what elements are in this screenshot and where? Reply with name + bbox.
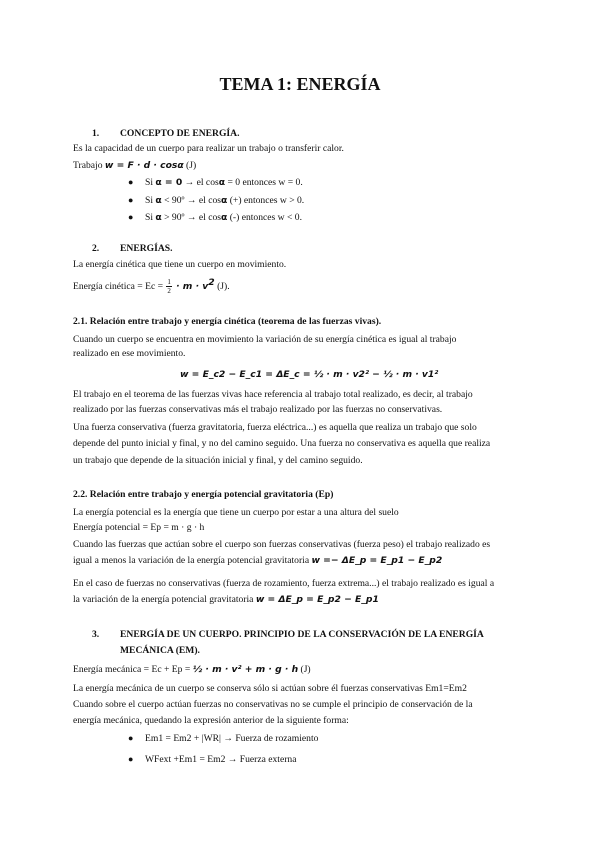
list-item: ● Si α = 0 → el cosα = 0 entonces w = 0. [128,177,303,188]
nonconservative-work-formula: w = ΔE_p = E_p2 − E_p1 [255,594,379,605]
section-1-heading [92,128,240,139]
section-2-title: ENERGÍAS. [120,243,173,254]
bullet-icon: ● [128,754,134,764]
section-1-title: CONCEPTO DE ENERGÍA. [120,128,240,139]
paragraph: Cuando las fuerzas que actúan sobre el cuerpo son fuerzas conservativas (fuerza peso) el trabajo realizado es [73,539,491,550]
kinetic-formula: · m · v [172,281,209,293]
paragraph: La energía mecánica de un cuerpo se conserva sólo si actúan sobre él fuerzas conservativas Em1=Em2 [73,683,467,694]
bullet-icon: ● [128,212,134,222]
external-force-equation: WFext +Em1 = Em2 → Fuerza externa [145,754,297,765]
paragraph: La energía potencial es la energía que tiene un cuerpo por estar a una altura del suelo [73,507,399,518]
paragraph: la variación de la energía potencial gravitatoria w = ΔE_p = E_p2 − E_p1 [73,594,379,605]
energy-definition: Es la capacidad de un cuerpo para realizar un trabajo o transferir calor. [73,143,344,154]
list-item: ● Si α > 90º → el cosα (-) entonces w < 0. [128,212,302,223]
paragraph: depende del punto inicial y final, y no del camino seguido. Una fuerza no conservativa es aquella que realiza [73,438,491,449]
section-3-title-cont: MECÁNICA (EM). [120,645,200,656]
fraction: $\frac{1}{2}$ [167,278,171,296]
section-3-heading [92,629,484,640]
work-energy-theorem-formula: w = E_c2 − E_c1 = ΔE_c = ½ · m · v2² − ½ · m · v1² [180,369,439,380]
paragraph: realizado por las fuerzas conservativas más el trabajo realizado por las fuerzas no conservativas. [73,404,443,415]
paragraph: energía mecánica, quedando la expresión anterior de la siguiente forma: [73,715,349,726]
mechanical-energy-formula: ½ · m · v² + m · g · h [192,664,299,675]
bullet-icon: ● [128,733,134,743]
paragraph: Cuando un cuerpo se encuentra en movimiento la variación de su energía cinética es igual al trabajo [73,334,457,345]
section-2-number: 2. [92,243,100,254]
friction-equation: Em1 = Em2 + |WR| → Fuerza de rozamiento [145,733,319,744]
list-item: ● Si α < 90º → el cosα (+) entonces w > 0. [128,195,305,206]
section-1-number: 1. [92,128,100,139]
paragraph: un trabajo que depende de la situación inicial y final, y del camino seguido. [73,455,363,466]
bullet-icon: ● [128,195,134,205]
kinetic-unit: (J). [214,281,230,293]
work-formula: w = F · d · cosα [104,160,184,171]
kinetic-label: Energía cinética = Ec = [73,281,166,293]
paragraph: El trabajo en el teorema de las fuerzas vivas hace referencia al trabajo total realizado, es decir, al trabajo [73,389,473,400]
list-item [128,733,319,744]
list-item [128,754,297,765]
conservative-work-formula: w =− ΔE_p = E_p1 − E_p2 [311,555,443,566]
section-3-title: ENERGÍA DE UN CUERPO. PRINCIPIO DE LA CONSERVACIÓN DE LA ENERGÍA [120,629,484,640]
section-3-number: 3. [92,629,100,640]
mechanical-energy-line: Energía mecánica = Ec + Ep = ½ · m · v² + m · g · h (J) [73,664,311,675]
kinetic-definition: La energía cinética que tiene un cuerpo en movimiento. [73,259,287,270]
work-label: Trabajo [73,160,103,171]
paragraph: En el caso de fuerzas no conservativas (fuerza de rozamiento, fuerza extrema...) el trabajo realizado es igual a [73,578,495,589]
paragraph: igual a menos la variación de la energía potencial gravitatoria w =− ΔE_p = E_p1 − E_p2 [73,555,443,566]
paragraph: realizado en ese movimiento. [73,348,186,359]
kinetic-formula-line: Energía cinética = Ec = $\frac{1}{2}$ · $m \cdot v^2$ (J). [73,277,230,296]
section-2-1-heading: 2.1. Relación entre trabajo y energía cinética (teorema de las fuerzas vivas). [73,316,382,327]
paragraph: Una fuerza conservativa (fuerza gravitatoria, fuerza eléctrica...) es aquella que realiza un trabajo que solo [73,422,477,433]
section-2-heading [92,243,173,254]
section-2-2-heading: 2.2. Relación entre trabajo y energía potencial gravitatoria (Ep) [73,489,334,500]
potential-formula: Energía potencial = Ep = m · g · h [73,522,205,533]
work-formula-line [73,159,196,172]
page-title: TEMA 1: ENERGÍA [219,74,381,94]
bullet-icon: ● [128,177,134,187]
work-unit: (J) [183,160,197,171]
paragraph: Cuando sobre el cuerpo actúan fuerzas no conservativas no se cumple el principio de conservación de la [73,699,473,710]
